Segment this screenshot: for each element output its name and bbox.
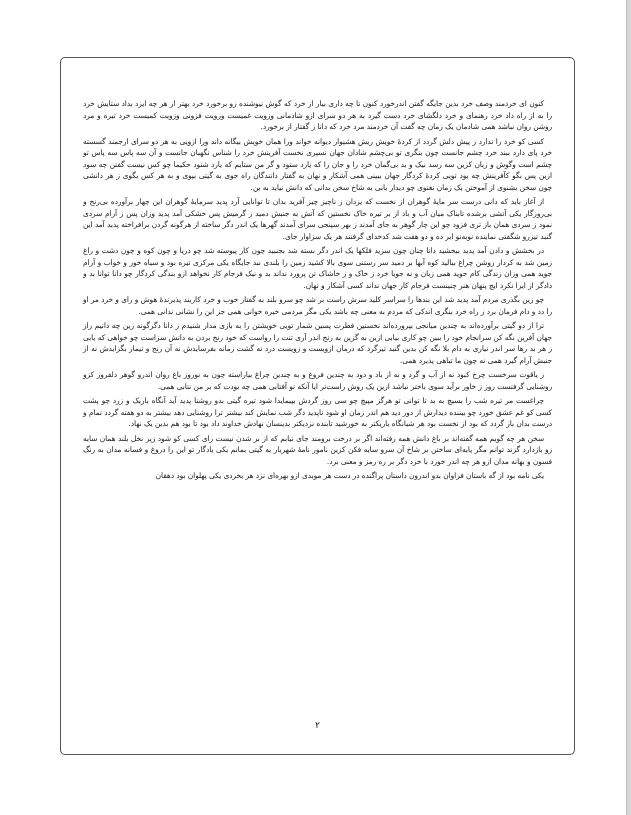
- document-page: [60, 57, 575, 755]
- paragraph: یکی نامه بود از گه باستان فراوان بدو اندرون داستان پراگنده در دست هر موبدی ازو بهره‌ای نزد هر بخردی یکی پهلوان بود دهقان: [155, 471, 544, 480]
- paragraph: کسی کو خرد را ندارد ز پیش دلش گردد از کردهٔ خویش ریش هشیوار دیوانه خواند ورا همان خویش بیگانه داند ورا ازویی به هر دو سرای ارجمند گسسته خرد پای دارد ببند خرد چشم جانست چون بنگری تو بی‌چشم شادان جهان نسپری نخست آفرینش خرد را شناس نگهبان جانست و آن سه پاس سه پاس تو چشم است وگوش و زبان کزین سه رسد نیک و بد بی‌گمان خرد را و جان را که یارد ستود و گر من ستایم که یارد شنود حکیما چو کس نیست گفتن چه سود ازین پس بگو کآفرینش چه بود تویی کردهٔ کردگار جهان ببینی همی آشکار و نهان به گفتار دانندگان راه جوی به گیتی بپوی و به هر کس بگوی ز هر دانشی چون سخن بشنوی از آموختن یک زمان نغنوی چو دیدار یابی به شاخ سخن بدانی که دانش نیاید به بن.: [83, 136, 552, 192]
- paragraph: از آغاز باید که دانی درست سر مایهٔ گوهران از نخست که یزدان ز ناچیز چیز آفرید بدان تا توانایی آرد پدید سرمایهٔ گوهران این چهار برآورده بی‌رنج و بی‌روزگار یکی آتشی برشده تابناک میان آب و باد از بر تیره خاک نخستین که آتش به جنبش دمید ز گرمیش پس خشکی آمد پدید وزان پس ز آرام سردی نمود ز سردی همان باز تری فزود چو این چار گوهر به جای آمدند ز بهر سپنجی سرای آمدند گهرها یک اندر دگر ساخته از هرگونه گردن برافراخته پدید آمد این گنبد تیزرو شگفتی نماینده نوبه‌نو ابر ده و دو هفت شد کدخدای گرفتند هر یک سزاوار جای.: [83, 197, 552, 241]
- body-text: [83, 98, 552, 485]
- paragraph: سخن هر چه گویم همه گفته‌اند بر باغ دانش همه رفته‌اند اگر بر درخت برومند جای نیابم که از بر شدن نیست رای کسی کو شود زیر نخل بلند همان سایه زو بازدارد گزند توانم مگر پایه‌ای ساختن بر شاخ آن سرو سایه فکن کزین نامور نامهٔ شهریار به گیتی بمانم یکی یادگار تو این را دروغ و فسانه مدان به رنگ فسون و بهانه مدان ازو هر چه اندر خورد با خرد دگر بر ره رمز و معنی برد.: [83, 433, 552, 466]
- paragraph: چراغست مر تیره شب را بسیچ به بد تا توانی تو هرگز مپیچ چو سی روز گردش بپیمایدا شود تیره گیتی بدو روشنا پدید آید آنگاه باریک و زرد چو پشت کسی کو غم عشق خورد چو بیننده دیدارش از دور دید هم اندر زمان او شود ناپدید دگر شب نمایش کند بیشتر ترا روشنایی دهد بیشتر به دو هفته گردد تمام و درست بدان باز گردد که بود از نخست بود هر شبانگاه باریکتر به خورشید تابنده نزدیکتر بدینسان نهادش خداوند داد بود تا بود هم بدین یک نهاد.: [83, 396, 552, 428]
- page-number: ۲: [315, 721, 320, 731]
- viewer-scrollbar-edge[interactable]: [626, 0, 631, 815]
- paragraph: ز یاقوت سرخست چرخ کبود نه از آب و گرد و نه از باد و دود به چندین فروغ و به چندین چراغ بیاراسته چون به نوروز باغ روان اندرو گوهر دلفروز کزو روشنایی گرفتست روز ز خاور برآید سوی باختر نباشد ازین یک روش راست‌تر ایا آنکه تو آفتابی همی چه بودت که بر من نتابی همی.: [83, 370, 552, 391]
- paragraph: کنون ای خردمند وصف خرد بدین جایگه گفتن اندرخورد کنون تا چه داری بیار از خرد که گوش نیوشنده زو برخورد خرد بهتر از هر چه ایزد بداد ستایش خرد را به از راه داد خرد رهنمای و خرد دلگشای خرد دست گیرد به هر دو سرای ازو شادمانی وزویت غمیست وزویت فزونی وزویت کمیست خرد تیره و مرد روشن روان نباشد همی شادمان یک زمان چه گفت آن خردمند مرد خرد که دانا ز گفتار از برخورد.: [83, 99, 552, 131]
- paragraph: ترا از دو گیتی برآورده‌اند به چندین میانجی بپرورده‌اند نخستین فطرت پسین شمار تویی خویشتن را به بازی مدار شنیدم ز دانا دگرگونه زین چه دانیم راز جهان آفرین نگه کن سرانجام خود را ببین چو کاری بیابی ازین به گزین به رنج اندر آری تنت را رواست که خود رنج بردن به دانش سزاست چو خواهی که یابی ز هر بد رها سر اندر نیاری به دام بلا نگه کن بدین گنبد تیزگرد که درمان ازویست و زویست درد نه گشت زمانه بفرسایدش نه آن رنج و تیمار بگزایدش نه از جنبش آرام گیرد همی نه چون ما تباهی پذیرد همی.: [83, 321, 552, 365]
- paragraph: چو زین بگذری مردم آمد پدید شد این بندها را سراسر کلید سرش راست بر شد چو سرو بلند به گفتار خوب و خرد کاربند پذیرندهٔ هوش و رای و خرد مر او را دد و دام فرمان برد ز راه خرد بنگری اندکی که مردم به معنی چه باشد یکی مگر مردمی خیره خوانی همی جز این را نشانی ندانی همی.: [83, 295, 552, 316]
- paragraph: در بخشش و دادن آمد پدید ببخشید دانا چنان چون سزید فلکها یک اندر دگر بسته شد بجنبید چون کار پیوسته شد چو دریا و چون کوه و چون دشت و راغ زمین شد به کردار روشن چراغ ببالید کوه آبها بر دمید سر رستنی سوی بالا کشید زمین را بلندی نبد جایگاه یکی مرکزی تیره بود و سیاه خور و خواب و آرام جوید همی وزان زندگی کام جوید همی زبان و نه جویا خرد ز خاک و ز خاشاک تن پرورد نداند بد و نیک فرجام کار نخواهد ازو بندگی کردگار چو دانا توانا بد و دادگر از ایرا نکرد ایچ پنهان هنر چنینست فرجام کار جهان نداند کسی آشکار و نهان.: [83, 246, 552, 290]
